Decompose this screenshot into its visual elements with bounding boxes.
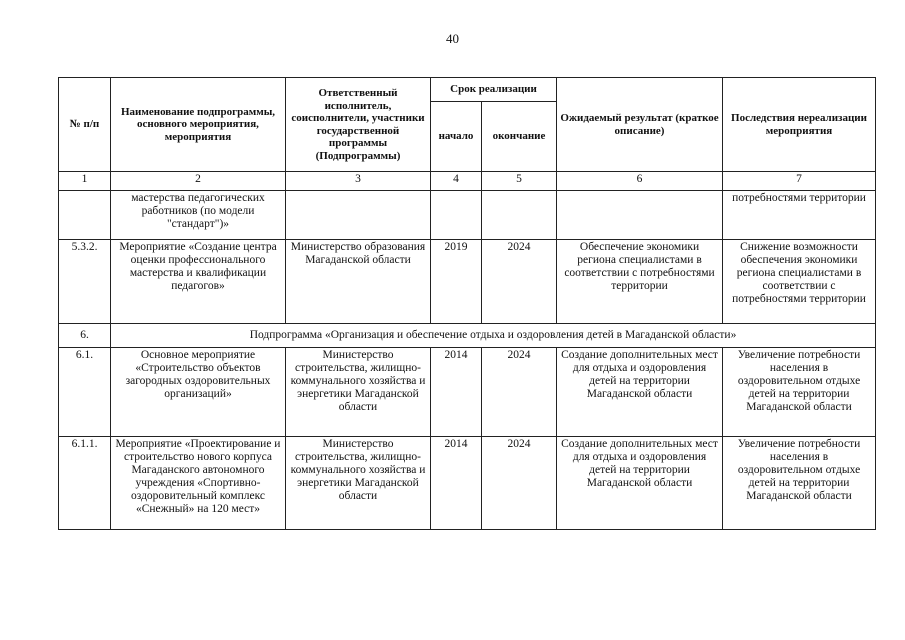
- row-end: [482, 191, 557, 240]
- row-end: 2024: [482, 437, 557, 530]
- row-name: мастерства педагогических работников (по модели "стандарт")»: [111, 191, 286, 240]
- header-executor: Ответственный исполнитель, соисполнители, участники государственной программы (Подпрограммы): [286, 78, 431, 172]
- row-result: Создание дополнительных мест для отдыха и оздоровления детей на территории Магаданской области: [557, 348, 723, 437]
- row-end: 2024: [482, 348, 557, 437]
- row-end: 2024: [482, 240, 557, 324]
- row-result: [557, 191, 723, 240]
- table-row: [59, 348, 876, 437]
- row-name: Мероприятие «Создание центра оценки профессионального мастерства и квалификации педагогов»: [111, 240, 286, 324]
- row-result: Обеспечение экономики региона специалистами в соответствии с потребностями территории: [557, 240, 723, 324]
- row-num: [59, 191, 111, 240]
- subprogram-num: 6.: [59, 324, 111, 348]
- row-name: Основное мероприятие «Строительство объектов загородных оздоровительных организаций»: [111, 348, 286, 437]
- row-num: 5.3.2.: [59, 240, 111, 324]
- header-consequences: Последствия нереализации мероприятия: [723, 78, 876, 172]
- row-num: 6.1.1.: [59, 437, 111, 530]
- header-result: Ожидаемый результат (краткое описание): [557, 78, 723, 172]
- column-number: 3: [286, 172, 431, 191]
- row-executor: Министерство образования Магаданской области: [286, 240, 431, 324]
- row-consequences: Снижение возможности обеспечения экономики региона специалистами в соответствии с потребностями территории: [723, 240, 876, 324]
- column-number-row: [59, 172, 876, 191]
- header-name: Наименование подпрограммы, основного мероприятия, мероприятия: [111, 78, 286, 172]
- column-number: 4: [431, 172, 482, 191]
- header-end: окончание: [482, 102, 557, 172]
- row-name: Мероприятие «Проектирование и строительство нового корпуса Магаданского автономного учреждения «Спортивно-оздоровительный комплекс «Снежный» на 120 мест»: [111, 437, 286, 530]
- row-executor: Министерство строительства, жилищно-коммунального хозяйства и энергетики Магаданской области: [286, 437, 431, 530]
- subprogram-row: [59, 324, 876, 348]
- row-result: Создание дополнительных мест для отдыха и оздоровления детей на территории Магаданской области: [557, 437, 723, 530]
- row-start: 2014: [431, 437, 482, 530]
- row-num: 6.1.: [59, 348, 111, 437]
- column-number: 7: [723, 172, 876, 191]
- row-consequences: Увеличение потребности населения в оздоровительном отдыхе детей на территории Магаданской области: [723, 348, 876, 437]
- header-num: № п/п: [59, 78, 111, 172]
- header-period: Срок реализации: [431, 78, 557, 102]
- row-executor: Министерство строительства, жилищно-коммунального хозяйства и энергетики Магаданской области: [286, 348, 431, 437]
- column-number: 6: [557, 172, 723, 191]
- column-number: 5: [482, 172, 557, 191]
- column-number: 1: [59, 172, 111, 191]
- row-start: [431, 191, 482, 240]
- row-start: 2019: [431, 240, 482, 324]
- table-row: [59, 191, 876, 240]
- row-consequences: потребностями территории: [723, 191, 876, 240]
- header-start: начало: [431, 102, 482, 172]
- table-row: [59, 240, 876, 324]
- subprogram-title: Подпрограмма «Организация и обеспечение отдыха и оздоровления детей в Магаданской области»: [111, 324, 876, 348]
- column-number: 2: [111, 172, 286, 191]
- row-start: 2014: [431, 348, 482, 437]
- program-table: [58, 77, 876, 530]
- row-consequences: Увеличение потребности населения в оздоровительном отдыхе детей на территории Магаданской области: [723, 437, 876, 530]
- row-executor: [286, 191, 431, 240]
- table-row: [59, 437, 876, 530]
- page-number: 40: [446, 31, 459, 46]
- header-row-1: [59, 78, 876, 102]
